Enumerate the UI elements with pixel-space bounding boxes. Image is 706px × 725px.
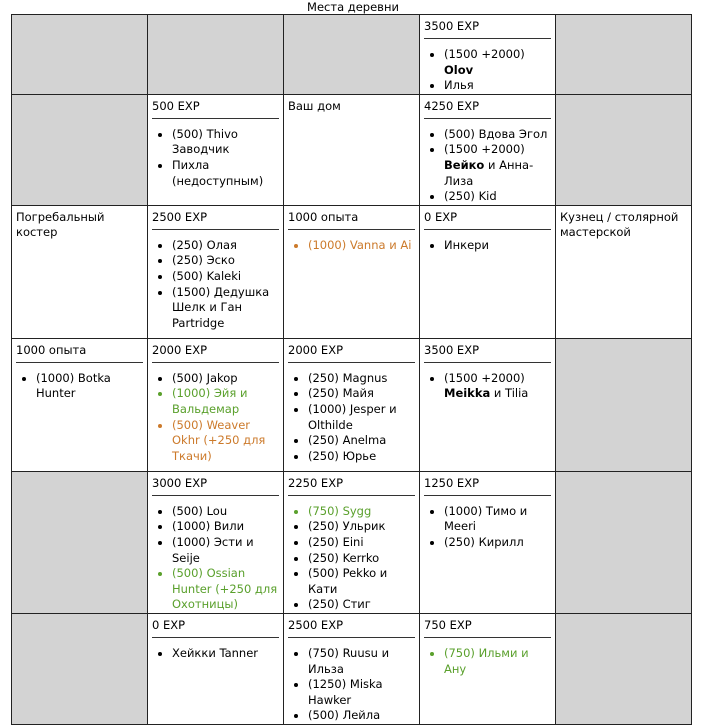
resident-list bbox=[424, 371, 551, 402]
list-item bbox=[308, 519, 415, 535]
empty-cell bbox=[12, 15, 148, 95]
list-item bbox=[172, 566, 279, 613]
table-row bbox=[12, 15, 692, 95]
list-item bbox=[308, 551, 415, 567]
resident-list bbox=[152, 646, 279, 662]
resident-text: (500) Ossian Hunter (+250 для Охотницы) bbox=[172, 566, 278, 612]
empty-cell bbox=[12, 94, 148, 205]
empty-cell bbox=[12, 471, 148, 613]
exp-header: 2500 EXP bbox=[288, 618, 415, 638]
list-item bbox=[308, 535, 415, 551]
resident-text: и Tilia bbox=[490, 386, 529, 401]
resident-name-bold: Вейко bbox=[444, 157, 485, 172]
resident-list bbox=[424, 127, 551, 205]
list-item bbox=[444, 189, 551, 205]
resident-text: (250) Kid bbox=[444, 189, 497, 204]
resident-list bbox=[424, 646, 551, 677]
resident-text: (750) Ильми и Ану bbox=[444, 645, 529, 676]
exp-header: 750 EXP bbox=[424, 618, 551, 638]
place-cell bbox=[284, 94, 420, 205]
resident-text: (250) Стиг bbox=[308, 597, 371, 612]
place-cell bbox=[148, 338, 284, 471]
resident-text: (250) Magnus bbox=[308, 370, 388, 385]
list-item bbox=[172, 269, 279, 285]
exp-header: 2250 EXP bbox=[288, 476, 415, 496]
list-item bbox=[172, 285, 279, 332]
table-row bbox=[12, 613, 692, 724]
resident-text: (1000) Эйя и Вальдемар bbox=[172, 386, 248, 416]
list-item bbox=[172, 418, 279, 465]
place-name: Ваш дом bbox=[288, 98, 341, 113]
list-item bbox=[444, 371, 551, 402]
empty-cell bbox=[556, 613, 692, 724]
list-item bbox=[308, 646, 415, 677]
place-cell bbox=[12, 338, 148, 471]
resident-text: Пихла (недоступным) bbox=[172, 157, 264, 188]
resident-list bbox=[152, 371, 279, 465]
exp-header: 2000 EXP bbox=[288, 343, 415, 363]
exp-header: 1250 EXP bbox=[424, 476, 551, 496]
resident-list bbox=[288, 646, 415, 724]
table-row bbox=[12, 471, 692, 613]
resident-list bbox=[152, 127, 279, 189]
list-item bbox=[308, 238, 415, 254]
place-cell bbox=[12, 205, 148, 338]
resident-list bbox=[424, 47, 551, 94]
resident-list bbox=[288, 371, 415, 465]
resident-text: (250) Олая bbox=[172, 237, 237, 252]
place-cell bbox=[284, 205, 420, 338]
list-item bbox=[444, 142, 551, 189]
list-item bbox=[308, 677, 415, 708]
exp-header: 3500 EXP bbox=[424, 343, 551, 363]
resident-list bbox=[424, 504, 551, 551]
list-item bbox=[444, 504, 551, 535]
exp-header: 4250 EXP bbox=[424, 99, 551, 119]
exp-header: 0 EXP bbox=[424, 210, 551, 230]
resident-text: (250) Eini bbox=[308, 534, 364, 549]
resident-text: Илья bbox=[444, 78, 474, 93]
place-cell bbox=[420, 15, 556, 95]
place-name: Кузнец / столярной мастерской bbox=[560, 209, 679, 239]
village-places-table bbox=[11, 14, 692, 725]
resident-text: (500) Kaleki bbox=[172, 268, 242, 283]
list-item bbox=[172, 386, 279, 417]
list-item bbox=[172, 253, 279, 269]
list-item bbox=[172, 371, 279, 387]
place-cell bbox=[420, 471, 556, 613]
exp-header: 0 EXP bbox=[152, 618, 279, 638]
resident-text: (1250) Miska Hawker bbox=[308, 677, 383, 707]
list-item bbox=[308, 566, 415, 597]
list-item bbox=[172, 158, 279, 189]
exp-header: 1000 опыта bbox=[16, 343, 143, 363]
empty-cell bbox=[148, 15, 284, 95]
list-item bbox=[444, 646, 551, 677]
resident-text: (1500 +2000) bbox=[444, 142, 525, 157]
table-row bbox=[12, 205, 692, 338]
place-cell bbox=[284, 471, 420, 613]
exp-header: 2000 EXP bbox=[152, 343, 279, 363]
resident-text: (500) Weaver Okhr (+250 для Ткачи) bbox=[172, 417, 266, 463]
resident-text: Хейкки Tanner bbox=[172, 645, 258, 660]
table-row bbox=[12, 94, 692, 205]
resident-text: (1000) Эсти и Seije bbox=[172, 534, 254, 565]
resident-text: и Анна-Лиза bbox=[444, 157, 534, 188]
exp-header: 3000 EXP bbox=[152, 476, 279, 496]
list-item bbox=[308, 433, 415, 449]
list-item bbox=[444, 127, 551, 143]
resident-text: (250) Anelma bbox=[308, 433, 387, 448]
resident-name-bold: Olov bbox=[444, 62, 474, 77]
resident-text: (1500) Дедушка Шелк и Ган Partridge bbox=[172, 284, 270, 330]
empty-cell bbox=[12, 613, 148, 724]
list-item bbox=[36, 371, 143, 402]
resident-text: Инкери bbox=[444, 237, 489, 252]
place-cell bbox=[556, 205, 692, 338]
resident-text: (250) Kerrko bbox=[308, 550, 380, 565]
place-cell bbox=[148, 205, 284, 338]
empty-cell bbox=[556, 94, 692, 205]
empty-cell bbox=[556, 471, 692, 613]
place-cell bbox=[148, 613, 284, 724]
place-name: Погребальный костер bbox=[16, 209, 105, 239]
resident-text: (250) Юрье bbox=[308, 448, 377, 463]
table-row bbox=[12, 338, 692, 471]
list-item bbox=[172, 535, 279, 566]
empty-cell bbox=[556, 338, 692, 471]
list-item bbox=[308, 708, 415, 724]
list-item bbox=[172, 238, 279, 254]
resident-text: (500) Jakop bbox=[172, 370, 238, 385]
list-item bbox=[308, 371, 415, 387]
place-cell bbox=[420, 338, 556, 471]
exp-header: 3500 EXP bbox=[424, 19, 551, 39]
list-item bbox=[172, 127, 279, 158]
place-cell bbox=[420, 613, 556, 724]
place-cell bbox=[148, 94, 284, 205]
resident-text: (500) Lou bbox=[172, 503, 228, 518]
list-item bbox=[444, 238, 551, 254]
resident-text: (1000) Тимо и Meeri bbox=[444, 503, 528, 534]
place-cell bbox=[284, 338, 420, 471]
resident-list bbox=[288, 504, 415, 613]
place-cell bbox=[420, 94, 556, 205]
exp-header: 2500 EXP bbox=[152, 210, 279, 230]
resident-text: (500) Лейла bbox=[308, 708, 381, 723]
list-item bbox=[308, 402, 415, 433]
place-cell bbox=[420, 205, 556, 338]
resident-name-bold: Meikka bbox=[444, 386, 491, 401]
resident-text: (250) Ульрик bbox=[308, 519, 386, 534]
place-cell bbox=[148, 471, 284, 613]
list-item bbox=[308, 386, 415, 402]
resident-text: (500) Pekko и Кати bbox=[308, 566, 388, 596]
resident-list bbox=[288, 238, 415, 254]
list-item bbox=[444, 535, 551, 551]
list-item bbox=[308, 504, 415, 520]
exp-header: 500 EXP bbox=[152, 99, 279, 119]
list-item bbox=[444, 47, 551, 78]
resident-text: (1000) Botka Hunter bbox=[36, 370, 111, 401]
resident-list bbox=[152, 238, 279, 332]
resident-list bbox=[16, 371, 143, 402]
list-item bbox=[172, 519, 279, 535]
resident-list bbox=[424, 238, 551, 254]
empty-cell bbox=[284, 15, 420, 95]
resident-text: (500) Вдова Эгол bbox=[444, 126, 548, 141]
place-cell bbox=[284, 613, 420, 724]
exp-header: 1000 опыта bbox=[288, 210, 415, 230]
resident-text: (250) Эско bbox=[172, 253, 235, 268]
resident-text: (250) Кирилл bbox=[444, 534, 524, 549]
resident-text: (750) Ruusu и Ильза bbox=[308, 645, 390, 676]
resident-text: (1000) Jesper и Olthilde bbox=[308, 401, 397, 432]
list-item bbox=[172, 504, 279, 520]
resident-text: (1000) Vanna и Ai bbox=[308, 237, 412, 252]
list-item bbox=[308, 597, 415, 613]
resident-text: (1500 +2000) bbox=[444, 47, 525, 61]
empty-cell bbox=[556, 15, 692, 95]
resident-list bbox=[152, 504, 279, 613]
table-caption: Места деревни bbox=[307, 0, 399, 14]
resident-text: (500) Thivo Заводчик bbox=[172, 126, 238, 157]
resident-text: (250) Майя bbox=[308, 386, 374, 401]
resident-text: (1000) Вили bbox=[172, 519, 245, 534]
resident-text: (1500 +2000) bbox=[444, 370, 525, 385]
list-item bbox=[444, 78, 551, 94]
resident-text: (750) Sygg bbox=[308, 503, 372, 518]
list-item bbox=[308, 449, 415, 465]
list-item bbox=[172, 646, 279, 662]
